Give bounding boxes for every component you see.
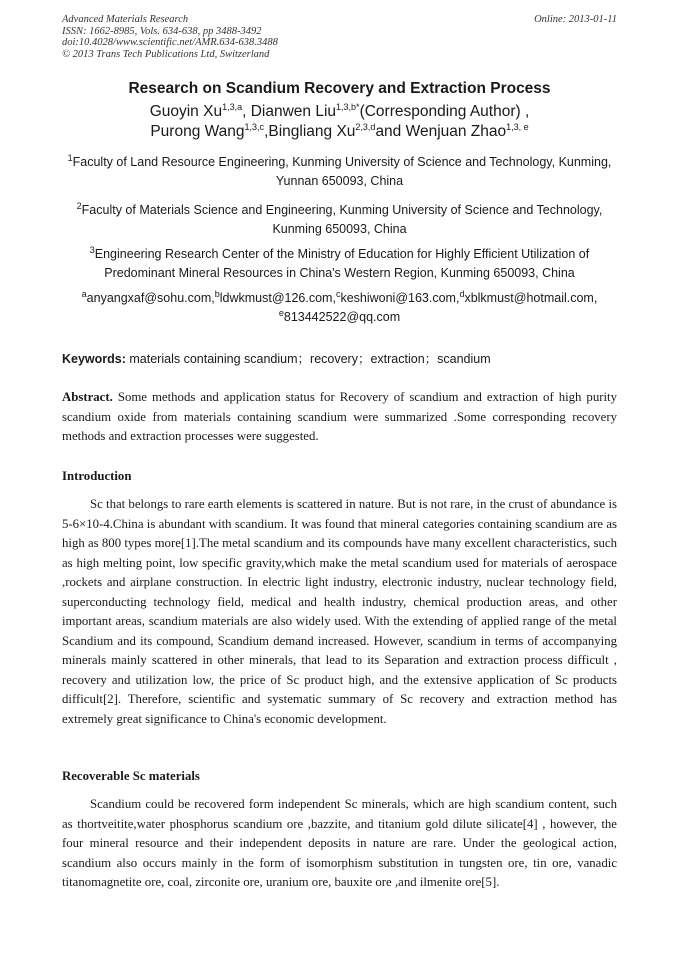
email-link[interactable]: ldwkmust@126.com, — [219, 291, 336, 305]
author-name: ,Bingliang Xu — [264, 123, 356, 140]
affiliation-line: Faculty of Materials Science and Engineering, Kunming University of Science and Technology, — [81, 203, 603, 217]
author-name: , Dianwen Liu — [242, 103, 337, 120]
journal-header — [62, 14, 617, 60]
journal-name: Advanced Materials Research — [62, 14, 189, 25]
keywords — [62, 351, 617, 367]
email-list — [62, 289, 617, 327]
author-line-1 — [62, 102, 617, 122]
keywords-label: Keywords: — [62, 352, 126, 366]
issn-line: ISSN: 1662-8985, Vols. 634-638, pp 3488-3492 — [62, 25, 262, 37]
doi-line: doi:10.4028/www.scientific.net/AMR.634-638.3488 — [62, 37, 278, 48]
section-heading-recoverable: Recoverable Sc materials — [62, 769, 200, 783]
affiliation-1 — [62, 153, 617, 191]
abstract-label: Abstract. — [62, 390, 113, 404]
section-heading-introduction: Introduction — [62, 469, 132, 483]
email-sup: e — [278, 307, 284, 318]
email-sup: a — [81, 288, 87, 299]
affiliation-number: 1 — [67, 152, 73, 163]
corresponding-author-note: (Corresponding Author) , — [359, 103, 530, 120]
email-sup: b — [214, 288, 220, 299]
author-name: Purong Wang — [150, 123, 245, 140]
author-name: Guoyin Xu — [149, 103, 223, 120]
author-affiliation-sup: 1,3,c — [244, 121, 265, 132]
recoverable-paragraph: Scandium could be recovered form independent Sc minerals, which are high scandium content, such as thortveitite,water phosphorus scandium ore ,bazzite, and titanium gold dilute silicate[4] , however, the four mineral resource and their independent deposits in nature are rare. Under the geological action, scandium also occurs mainly in the form of isomorphism substitution in tungsten ore, tin ore, vanadic titanomagnetite ore, coal, zirconite ore, uranium ore, bauxite ore ,and ilmenite ore[5]. — [62, 797, 617, 889]
email-link[interactable]: xblkmust@hotmail.com, — [464, 291, 598, 305]
affiliation-2 — [62, 201, 617, 239]
affiliation-3 — [62, 245, 617, 283]
introduction-paragraph: Sc that belongs to rare earth elements is scattered in nature. But is not rare, in the crust of abundance is 5-6×10-4.China is abundant with scandium. It was found that mineral categories containing scandium are as high as 800 types more[1].The metal scandium and its compounds have many excellent characteristics, such as high melting point, low specific gravity,which make the metal scandium used for materials of aerospace ,rockets and airplane construction. In electric light industry, electronic industry, nuclear technology field, superconducting technology field, medical and health industry, chemical production areas, and other important areas, scandium materials are also widely used. With the extending of applied range of the metal Scandium and its compound, Scandium demand increased. However, scandium in terms of accompanying minerals mainly scattered in other minerals, that lead to its Separation and extraction process difficult , recovery and utilization low, the price of Sc product high, and the extensive application of Sc products difficult[2]. Therefore, scientific and systematic summary of Sc recovery and extraction method has extremely great significance to China's economic development. — [62, 497, 617, 726]
author-list — [62, 102, 617, 142]
author-affiliation-sup: 1,3,a — [222, 101, 243, 112]
keywords-text: materials containing scandium；recovery；extraction；scandium — [129, 352, 491, 366]
email-link[interactable]: 813442522@qq.com — [283, 310, 401, 324]
email-sup: c — [335, 288, 341, 299]
abstract-text: Some methods and application status for Recovery of scandium and extraction of high purity scandium oxide from materials containing scandium were summarized .Some corresponding recovery methods and extraction processes were suggested. — [62, 390, 618, 443]
affiliation-line: Engineering Research Center of the Ministry of Education for Highly Efficient Utilization of — [94, 247, 590, 261]
affiliation-line: Yunnan 650093, China — [275, 174, 404, 188]
affiliation-number: 3 — [89, 244, 95, 255]
email-line-1 — [62, 289, 617, 308]
abstract — [62, 388, 617, 447]
paper-title: Research on Scandium Recovery and Extraction Process — [128, 80, 551, 97]
author-affiliation-sup: 1,3, e — [506, 121, 529, 132]
email-link[interactable]: keshiwoni@163.com, — [340, 291, 460, 305]
author-affiliation-sup: 1,3,b* — [336, 101, 360, 112]
copyright-line: © 2013 Trans Tech Publications Ltd, Switzerland — [62, 48, 270, 60]
online-date: Online: 2013-01-11 — [534, 14, 617, 25]
email-line-2 — [62, 308, 617, 327]
author-affiliation-sup: 2,3,d — [355, 121, 376, 132]
affiliation-line: Kunming 650093, China — [272, 222, 407, 236]
affiliation-line: Predominant Mineral Resources in China's Western Region, Kunming 650093, China — [104, 266, 575, 280]
email-link[interactable]: anyangxaf@sohu.com, — [86, 291, 215, 305]
author-line-2 — [62, 122, 617, 142]
affiliation-line: Faculty of Land Resource Engineering, Kunming University of Science and Technology, Kunming, — [72, 155, 612, 169]
email-sup: d — [459, 288, 465, 299]
author-name: and Wenjuan Zhao — [375, 123, 507, 140]
affiliation-number: 2 — [76, 200, 82, 211]
